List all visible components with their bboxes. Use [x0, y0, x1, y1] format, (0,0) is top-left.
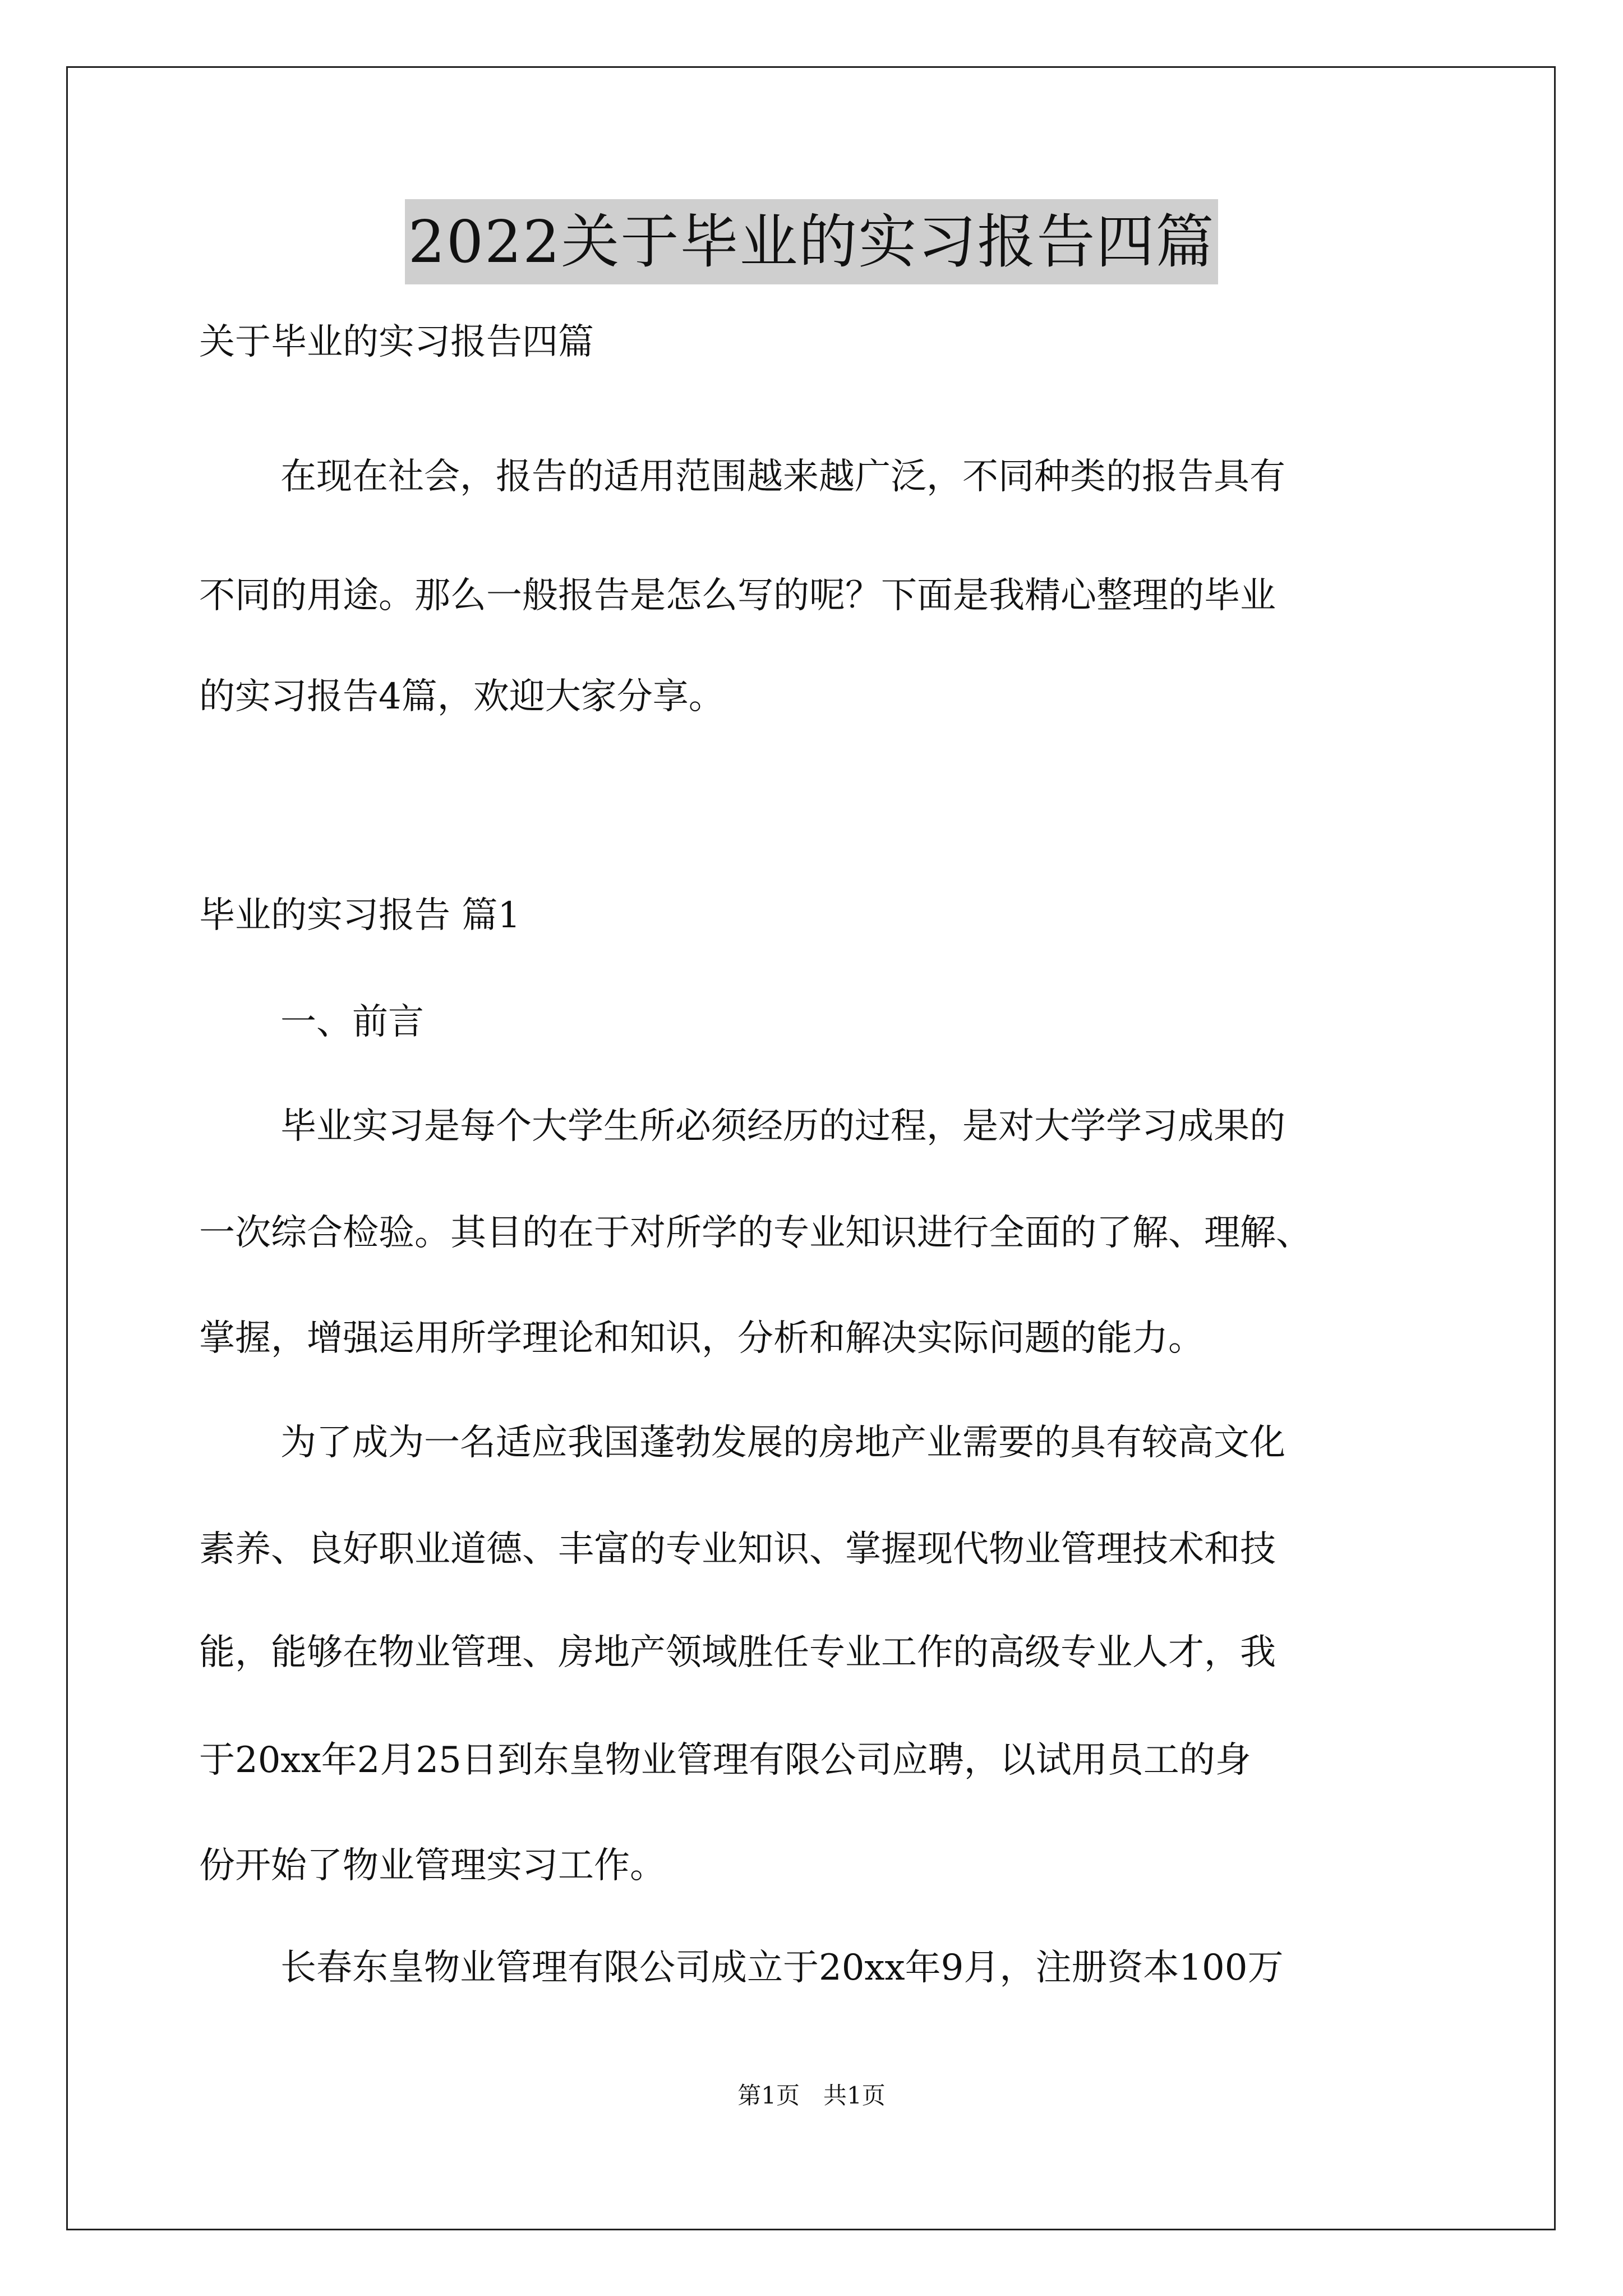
page-footer: 第1页 共1页	[737, 2082, 886, 2109]
body-line: 长春东皇物业管理有限公司成立于20xx年9月，注册资本100万	[280, 1947, 1284, 1989]
body-line: 在现在社会，报告的适用范围越来越广泛，不同种类的报告具有	[280, 456, 1285, 498]
subsection-heading: 一、前言	[280, 1001, 424, 1043]
body-line: 能，能够在物业管理、房地产领域胜任专业工作的高级专业人才，我	[199, 1632, 1276, 1673]
body-line: 不同的用途。那么一般报告是怎么写的呢？下面是我精心整理的毕业	[199, 575, 1276, 616]
body-line: 的实习报告4篇，欢迎大家分享。	[199, 676, 725, 717]
section-heading: 毕业的实习报告 篇1	[199, 895, 521, 936]
body-line: 掌握，增强运用所学理论和知识，分析和解决实际问题的能力。	[199, 1318, 1204, 1359]
document-title: 2022关于毕业的实习报告四篇	[405, 199, 1219, 284]
body-line: 毕业实习是每个大学生所必须经历的过程，是对大学学习成果的	[280, 1106, 1285, 1147]
body-line: 于20xx年2月25日到东皇物业管理有限公司应聘，以试用员工的身	[199, 1740, 1251, 1781]
body-line: 份开始了物业管理实习工作。	[199, 1845, 666, 1887]
body-line: 素养、良好职业道德、丰富的专业知识、掌握现代物业管理技术和技	[199, 1529, 1276, 1570]
body-line: 为了成为一名适应我国蓬勃发展的房地产业需要的具有较高文化	[280, 1422, 1285, 1464]
subtitle-line: 关于毕业的实习报告四篇	[199, 321, 594, 363]
title-container	[0, 199, 1623, 284]
body-line: 一次综合检验。其目的在于对所学的专业知识进行全面的了解、理解、	[199, 1212, 1312, 1254]
